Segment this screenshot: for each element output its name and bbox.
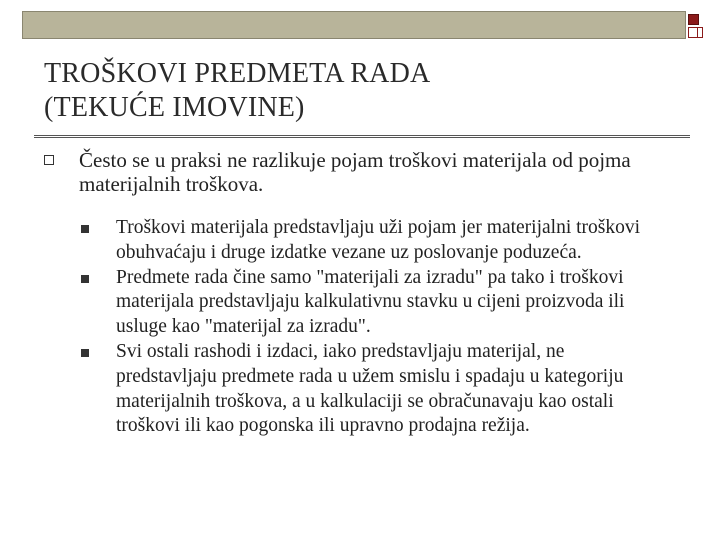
sub-point-text: Svi ostali rashodi i izdaci, iako predstavljaju materijal, ne predstavljaju predmete rada u užem smislu i spadaju u kategoriju materijalnih troškova, a u kalkulaciji se obračunavaju kao ostali troškovi ili kao pogonska ili upravno prodajna režija.: [116, 340, 624, 437]
red-square-icon: [688, 14, 699, 25]
outline-square-icon: [697, 27, 703, 38]
list-item: [81, 266, 661, 340]
main-point: Često se u praksi ne razlikuje pojam troškovi materijala od pojma materijalnih troškova.: [79, 148, 631, 196]
list-item: [81, 340, 661, 439]
filled-square-icon: [81, 349, 89, 357]
filled-square-icon: [81, 225, 89, 233]
sub-point-text: Predmete rada čine samo "materijali za izradu" pa tako i troškovi materijala predstavljaju kalkulativnu stavku u cijeni proizvoda ili usluge kao "materijal za izradu".: [116, 266, 625, 338]
sub-point-text: Troškovi materijala predstavljaju uži pojam jer materijalni troškovi obuhvaćaju i druge izdatke vezane uz poslovanje poduzeća.: [116, 217, 641, 263]
title-divider: [34, 135, 690, 138]
filled-square-icon: [81, 275, 89, 283]
list-item: [81, 216, 661, 266]
sub-point-list: [81, 216, 661, 439]
slide-title: TROŠKOVI PREDMETA RADA (TEKUĆE IMOVINE): [44, 58, 431, 123]
hollow-square-icon: [44, 155, 54, 165]
corner-decoration: [688, 14, 708, 38]
header-bar: [22, 11, 686, 39]
